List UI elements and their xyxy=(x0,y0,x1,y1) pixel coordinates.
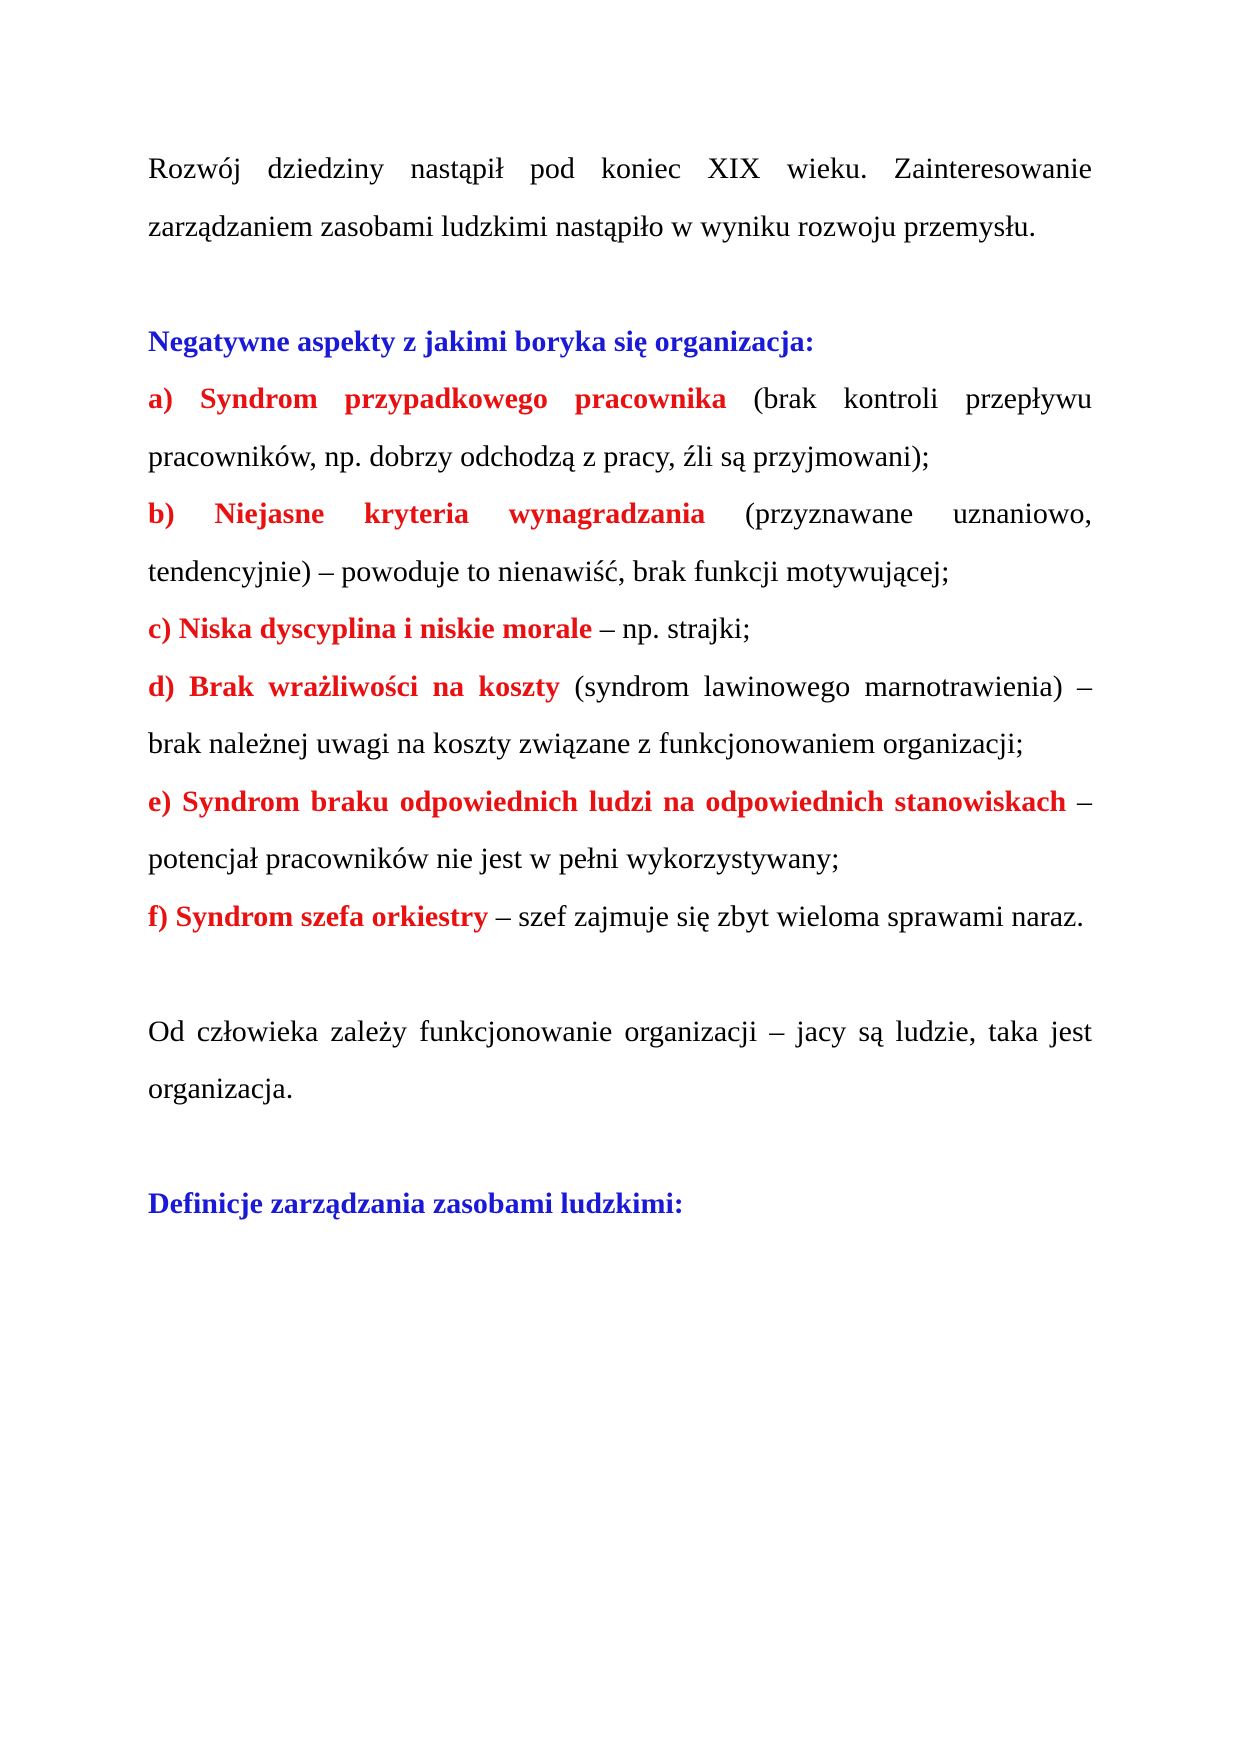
list-item-e xyxy=(148,773,1092,888)
item-term: a) Syndrom przypadkowego pracownika xyxy=(148,382,727,415)
item-term: e) Syndrom braku odpowiednich ludzi na odpowiednich stanowiskach xyxy=(148,784,1067,818)
item-description: (brak kontroli przepływu pracowników, np. dobrzy odchodzą z pracy, źli są przyjmowani); xyxy=(148,382,1092,473)
definitions-heading: Definicje zarządzania zasobami ludzkimi: xyxy=(148,1187,684,1220)
item-description: (przyznawane uznaniowo, tendencyjnie) – powoduje to nienawiść, brak funkcji motywującej; xyxy=(148,497,1093,588)
spacer xyxy=(148,255,1092,313)
item-term: b) Niejasne kryteria wynagradzania xyxy=(148,497,706,530)
list-item-c xyxy=(148,600,1092,658)
list-item-b xyxy=(148,485,1092,600)
intro-paragraph: Rozwój dziedziny nastąpił pod koniec XIX wieku. Zainteresowanie zarządzaniem zasobami ludzkimi nastąpiło w wyniku rozwoju przemysłu. xyxy=(148,152,1092,243)
item-term: d) Brak wrażliwości na koszty xyxy=(148,669,561,703)
item-description: – np. strajki; xyxy=(592,612,751,645)
summary-paragraph: Od człowieka zależy funkcjonowanie organizacji – jacy są ludzie, taka jest organizacja. xyxy=(148,1014,1092,1105)
item-description: – potencjał pracowników nie jest w pełni wykorzystywany; xyxy=(148,784,1092,875)
spacer xyxy=(148,945,1092,1003)
document-page xyxy=(148,140,1092,1233)
negatives-heading: Negatywne aspekty z jakimi boryka się organizacja: xyxy=(148,324,815,358)
item-term: f) Syndrom szefa orkiestry xyxy=(148,899,489,933)
list-item-a xyxy=(148,370,1092,485)
item-description: (syndrom lawinowego marnotrawienia) – brak należnej uwagi na koszty związane z funkcjonowaniem organizacji; xyxy=(148,669,1092,760)
spacer xyxy=(148,1118,1092,1176)
list-item-d xyxy=(148,658,1092,773)
list-item-f xyxy=(148,888,1092,946)
item-term: c) Niska dyscyplina i niskie morale xyxy=(148,612,593,645)
item-description: – szef zajmuje się zbyt wieloma sprawami naraz. xyxy=(488,899,1084,933)
